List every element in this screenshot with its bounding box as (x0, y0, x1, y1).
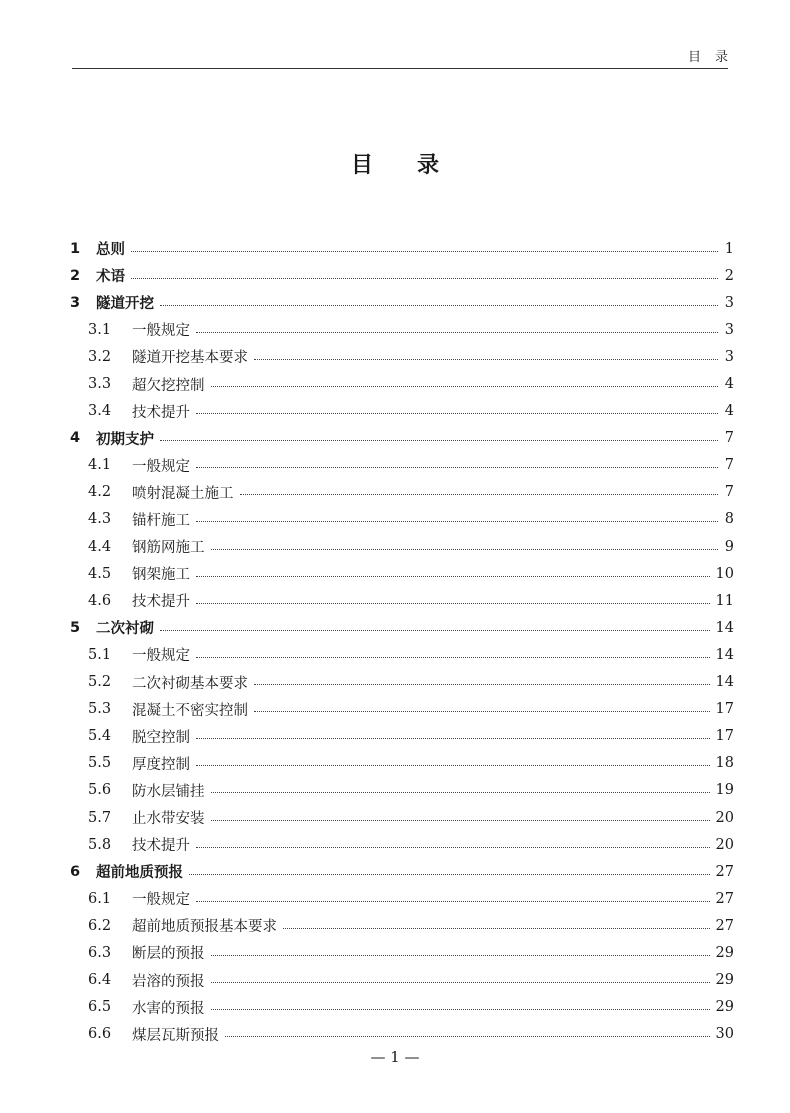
toc-entry-title: 一般规定 (132, 892, 190, 909)
toc-section-entry[interactable] (70, 641, 734, 668)
toc-dot-leader (196, 656, 710, 658)
toc-entry-number: 4.3 (88, 511, 112, 528)
toc-dot-leader (196, 575, 710, 577)
toc-entry-number: 6 (70, 863, 81, 880)
table-of-contents (70, 235, 734, 1048)
toc-entry-number: 4.1 (88, 457, 112, 474)
toc-entry-page: 14 (715, 619, 734, 636)
toc-entry-page: 11 (715, 592, 734, 609)
toc-entry-page: 20 (715, 836, 734, 853)
toc-entry-title: 初期支护 (96, 431, 154, 448)
toc-entry-number: 5.5 (88, 755, 112, 772)
toc-entry-page: 27 (715, 890, 734, 907)
toc-dot-leader (196, 846, 710, 848)
toc-dot-leader (160, 439, 718, 441)
toc-entry-title: 防水层铺挂 (132, 783, 205, 800)
toc-dot-leader (211, 385, 719, 387)
toc-dot-leader (211, 981, 710, 983)
toc-section-entry[interactable] (70, 370, 734, 397)
toc-entry-title: 隧道开挖基本要求 (132, 350, 248, 367)
toc-dot-leader (196, 602, 710, 604)
toc-entry-title: 水害的预报 (132, 1000, 205, 1017)
toc-chapter-entry[interactable] (70, 235, 734, 262)
toc-entry-number: 6.1 (88, 890, 112, 907)
toc-entry-page: 27 (715, 917, 734, 934)
toc-entry-title: 钢架施工 (132, 567, 190, 584)
toc-entry-page: 2 (724, 267, 734, 284)
toc-entry-number: 5.8 (88, 836, 112, 853)
toc-entry-number: 4.2 (88, 484, 112, 501)
toc-entry-page: 29 (715, 972, 734, 989)
toc-entry-number: 3.2 (88, 348, 112, 365)
toc-section-entry[interactable] (70, 723, 734, 750)
toc-section-entry[interactable] (70, 452, 734, 479)
toc-entry-number: 6.2 (88, 917, 112, 934)
toc-section-entry[interactable] (70, 750, 734, 777)
toc-section-entry[interactable] (70, 669, 734, 696)
toc-entry-page: 10 (715, 565, 734, 582)
toc-dot-leader (283, 927, 710, 929)
toc-entry-page: 29 (715, 999, 734, 1016)
toc-entry-title: 二次衬砌 (96, 621, 154, 638)
toc-entry-page: 9 (724, 538, 734, 555)
toc-dot-leader (131, 250, 718, 252)
toc-section-entry[interactable] (70, 506, 734, 533)
toc-entry-title: 钢筋网施工 (132, 540, 205, 557)
toc-entry-number: 6.6 (88, 1026, 112, 1043)
toc-entry-page: 1 (724, 240, 734, 257)
toc-entry-page: 19 (715, 782, 734, 799)
toc-entry-title: 脱空控制 (132, 729, 190, 746)
toc-entry-number: 5 (70, 619, 81, 636)
toc-dot-leader (211, 1008, 710, 1010)
toc-entry-number: 6.3 (88, 944, 112, 961)
toc-section-entry[interactable] (70, 1021, 734, 1048)
toc-dot-leader (196, 520, 718, 522)
toc-entry-number: 4.6 (88, 592, 112, 609)
toc-dot-leader (160, 629, 710, 631)
toc-dot-leader (196, 466, 718, 468)
toc-entry-number: 6.5 (88, 999, 112, 1016)
toc-entry-title: 厚度控制 (132, 756, 190, 773)
toc-entry-page: 8 (724, 511, 734, 528)
toc-entry-title: 术语 (96, 269, 125, 286)
toc-entry-title: 技术提升 (132, 404, 190, 421)
toc-entry-number: 3 (70, 294, 81, 311)
toc-chapter-entry[interactable] (70, 289, 734, 316)
toc-dot-leader (196, 900, 710, 902)
toc-section-entry[interactable] (70, 587, 734, 614)
toc-chapter-entry[interactable] (70, 614, 734, 641)
toc-dot-leader (196, 737, 710, 739)
toc-dot-leader (189, 873, 710, 875)
toc-entry-page: 7 (724, 484, 734, 501)
toc-section-entry[interactable] (70, 939, 734, 966)
toc-dot-leader (225, 1035, 710, 1037)
toc-entry-page: 14 (715, 674, 734, 691)
toc-dot-leader (211, 791, 710, 793)
toc-entry-title: 煤层瓦斯预报 (132, 1027, 219, 1044)
toc-entry-number: 5.2 (88, 674, 112, 691)
toc-section-entry[interactable] (70, 343, 734, 370)
toc-entry-number: 3.3 (88, 376, 112, 393)
toc-section-entry[interactable] (70, 777, 734, 804)
toc-entry-page: 27 (715, 863, 734, 880)
toc-dot-leader (160, 304, 718, 306)
toc-section-entry[interactable] (70, 912, 734, 939)
toc-entry-title: 一般规定 (132, 458, 190, 475)
toc-entry-page: 20 (715, 809, 734, 826)
toc-entry-number: 4 (70, 430, 81, 447)
toc-section-entry[interactable] (70, 804, 734, 831)
toc-dot-leader (211, 548, 719, 550)
page-title: 目录 (350, 153, 483, 178)
toc-dot-leader (131, 277, 718, 279)
page-number: — 1 — (370, 1048, 420, 1066)
toc-section-entry[interactable] (70, 560, 734, 587)
toc-entry-page: 18 (715, 755, 734, 772)
toc-entry-title: 总则 (96, 242, 125, 259)
toc-entry-title: 断层的预报 (132, 946, 205, 963)
toc-entry-number: 5.3 (88, 701, 112, 718)
toc-entry-title: 超前地质预报基本要求 (132, 919, 277, 936)
toc-entry-title: 超前地质预报 (96, 865, 183, 882)
toc-entry-page: 17 (715, 728, 734, 745)
toc-chapter-entry[interactable] (70, 262, 734, 289)
toc-chapter-entry[interactable] (70, 425, 734, 452)
toc-entry-title: 隧道开挖 (96, 296, 154, 313)
toc-entry-number: 5.1 (88, 646, 112, 663)
toc-entry-title: 岩溶的预报 (132, 973, 205, 990)
toc-entry-title: 喷射混凝土施工 (132, 485, 234, 502)
toc-entry-number: 5.4 (88, 728, 112, 745)
toc-entry-page: 4 (724, 403, 734, 420)
toc-section-entry[interactable] (70, 696, 734, 723)
toc-dot-leader (254, 683, 710, 685)
toc-entry-page: 7 (724, 430, 734, 447)
toc-entry-number: 3.1 (88, 321, 112, 338)
toc-entry-title: 止水带安装 (132, 811, 205, 828)
toc-dot-leader (196, 764, 710, 766)
toc-entry-number: 6.4 (88, 972, 112, 989)
running-header-text: 目录 (687, 50, 742, 65)
toc-section-entry[interactable] (70, 479, 734, 506)
toc-section-entry[interactable] (70, 316, 734, 343)
toc-dot-leader (211, 819, 710, 821)
toc-dot-leader (196, 412, 718, 414)
toc-entry-page: 29 (715, 944, 734, 961)
toc-entry-page: 4 (724, 376, 734, 393)
toc-dot-leader (211, 954, 710, 956)
toc-dot-leader (254, 710, 710, 712)
toc-entry-page: 17 (715, 701, 734, 718)
toc-entry-number: 4.4 (88, 538, 112, 555)
toc-entry-title: 技术提升 (132, 594, 190, 611)
toc-entry-number: 2 (70, 267, 81, 284)
toc-chapter-entry[interactable] (70, 858, 734, 885)
toc-dot-leader (240, 493, 719, 495)
toc-entry-title: 一般规定 (132, 648, 190, 665)
running-header (72, 40, 742, 69)
toc-section-entry[interactable] (70, 885, 734, 912)
toc-section-entry[interactable] (70, 967, 734, 994)
toc-entry-title: 混凝土不密实控制 (132, 702, 248, 719)
toc-entry-number: 5.6 (88, 782, 112, 799)
toc-entry-page: 7 (724, 457, 734, 474)
toc-entry-page: 3 (724, 321, 734, 338)
toc-dot-leader (254, 358, 718, 360)
toc-entry-number: 4.5 (88, 565, 112, 582)
toc-entry-number: 3.4 (88, 403, 112, 420)
toc-entry-title: 锚杆施工 (132, 512, 190, 529)
toc-entry-page: 30 (715, 1026, 734, 1043)
toc-section-entry[interactable] (70, 994, 734, 1021)
toc-entry-title: 技术提升 (132, 838, 190, 855)
toc-section-entry[interactable] (70, 398, 734, 425)
toc-entry-page: 3 (724, 348, 734, 365)
toc-entry-number: 5.7 (88, 809, 112, 826)
toc-entry-page: 3 (724, 294, 734, 311)
toc-section-entry[interactable] (70, 831, 734, 858)
toc-entry-number: 1 (70, 240, 81, 257)
toc-section-entry[interactable] (70, 533, 734, 560)
toc-dot-leader (196, 331, 718, 333)
toc-entry-title: 一般规定 (132, 323, 190, 340)
toc-entry-title: 二次衬砌基本要求 (132, 675, 248, 692)
toc-entry-page: 14 (715, 646, 734, 663)
toc-entry-title: 超欠挖控制 (132, 377, 205, 394)
